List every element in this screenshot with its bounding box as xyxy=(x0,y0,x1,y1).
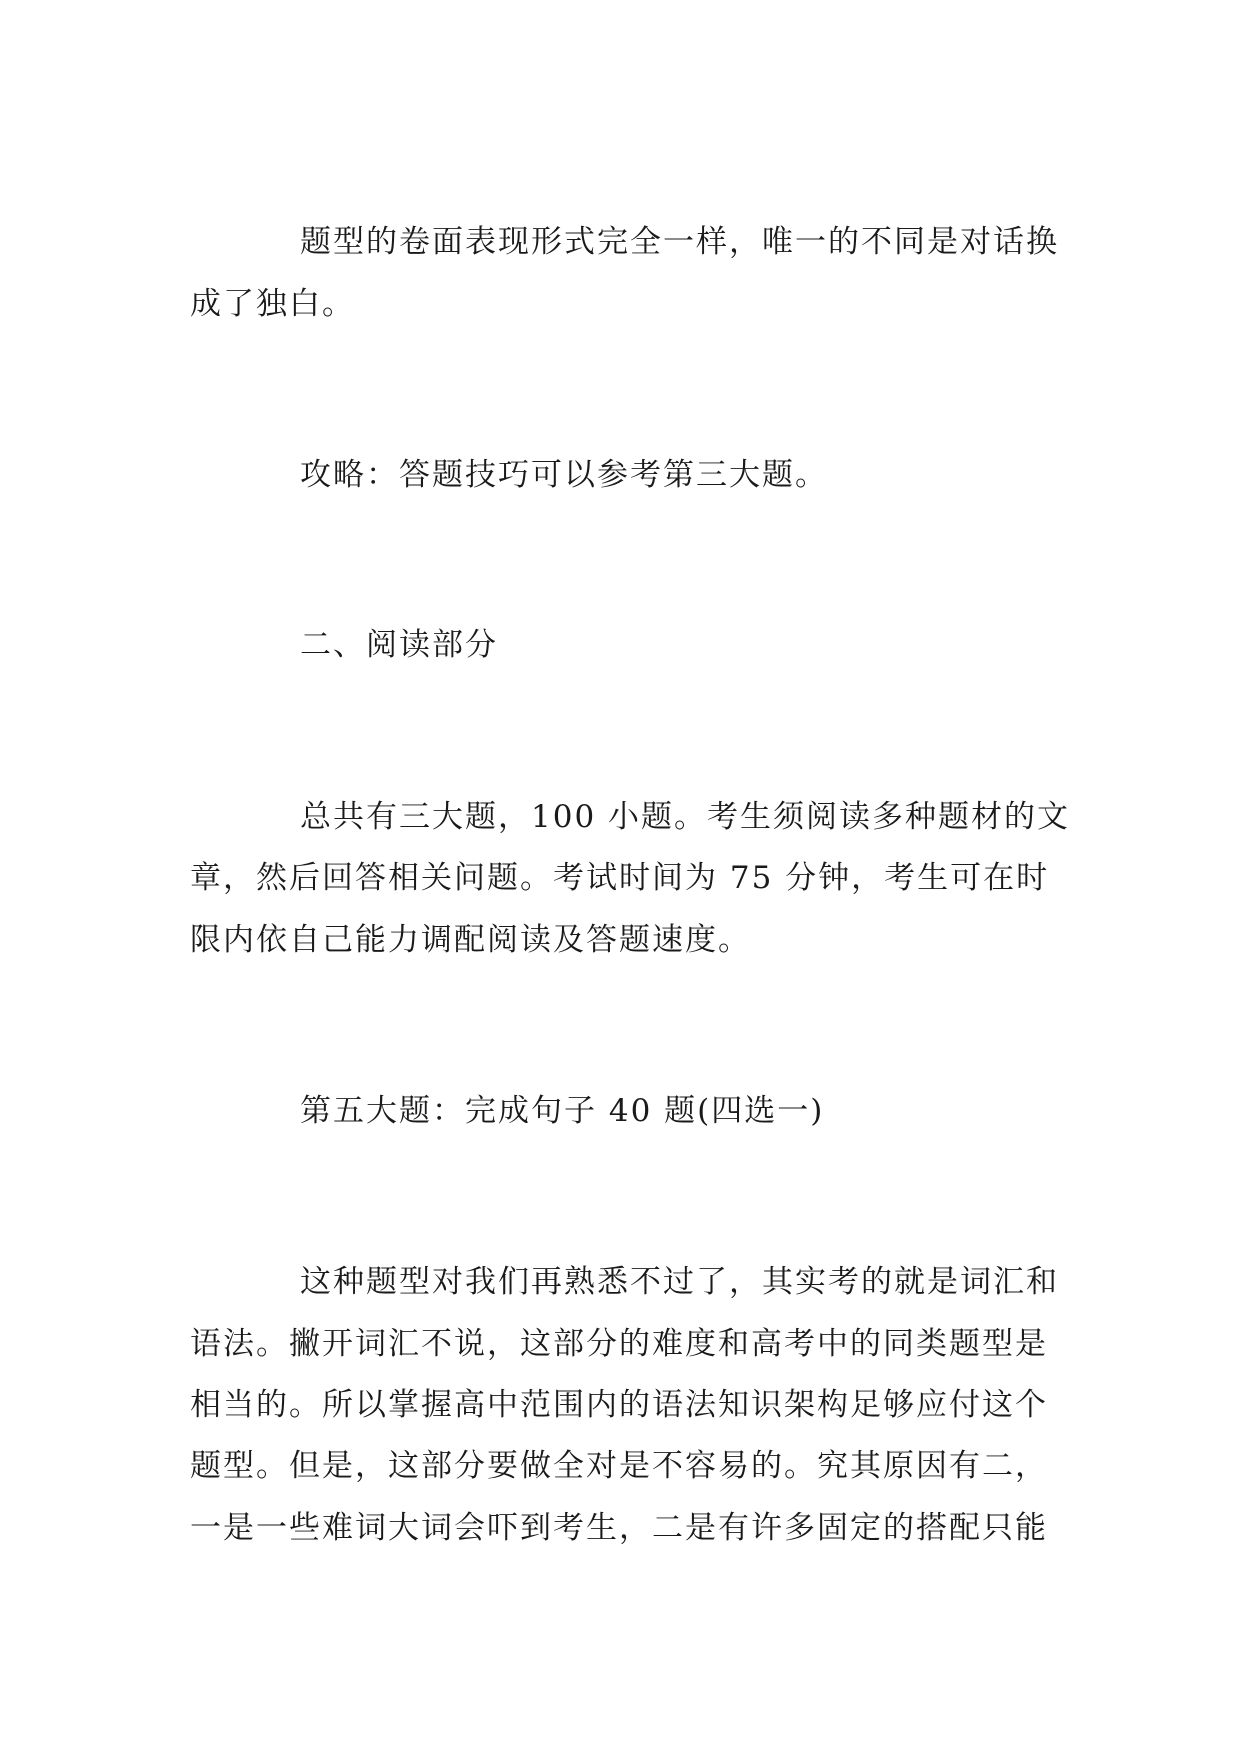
paragraph-1-line-2: 成了独白。 xyxy=(190,286,355,322)
strategy-line: 攻略：答题技巧可以参考第三大题。 xyxy=(300,457,828,493)
paragraph-3-line-5: 一是一些难词大词会吓到考生，二是有许多固定的搭配只能 xyxy=(190,1510,1048,1546)
paragraph-3-line-3: 相当的。所以掌握高中范围内的语法知识架构足够应付这个 xyxy=(190,1387,1048,1423)
section-heading-reading: 二、阅读部分 xyxy=(300,627,498,663)
paragraph-1-line-1: 题型的卷面表现形式完全一样，唯一的不同是对话换 xyxy=(300,224,1059,260)
paragraph-3-line-2: 语法。撇开词汇不说，这部分的难度和高考中的同类题型是 xyxy=(190,1326,1048,1362)
section-heading-part-five: 第五大题：完成句子 40 题(四选一) xyxy=(300,1093,825,1129)
paragraph-2-line-2: 章，然后回答相关问题。考试时间为 75 分钟，考生可在时 xyxy=(190,860,1050,896)
paragraph-3-line-1: 这种题型对我们再熟悉不过了，其实考的就是词汇和 xyxy=(300,1264,1059,1300)
paragraph-2-line-3: 限内依自己能力调配阅读及答题速度。 xyxy=(190,922,751,958)
paragraph-3-line-4: 题型。但是，这部分要做全对是不容易的。究其原因有二， xyxy=(190,1448,1048,1484)
paragraph-2-line-1: 总共有三大题，100 小题。考生须阅读多种题材的文 xyxy=(300,799,1071,835)
